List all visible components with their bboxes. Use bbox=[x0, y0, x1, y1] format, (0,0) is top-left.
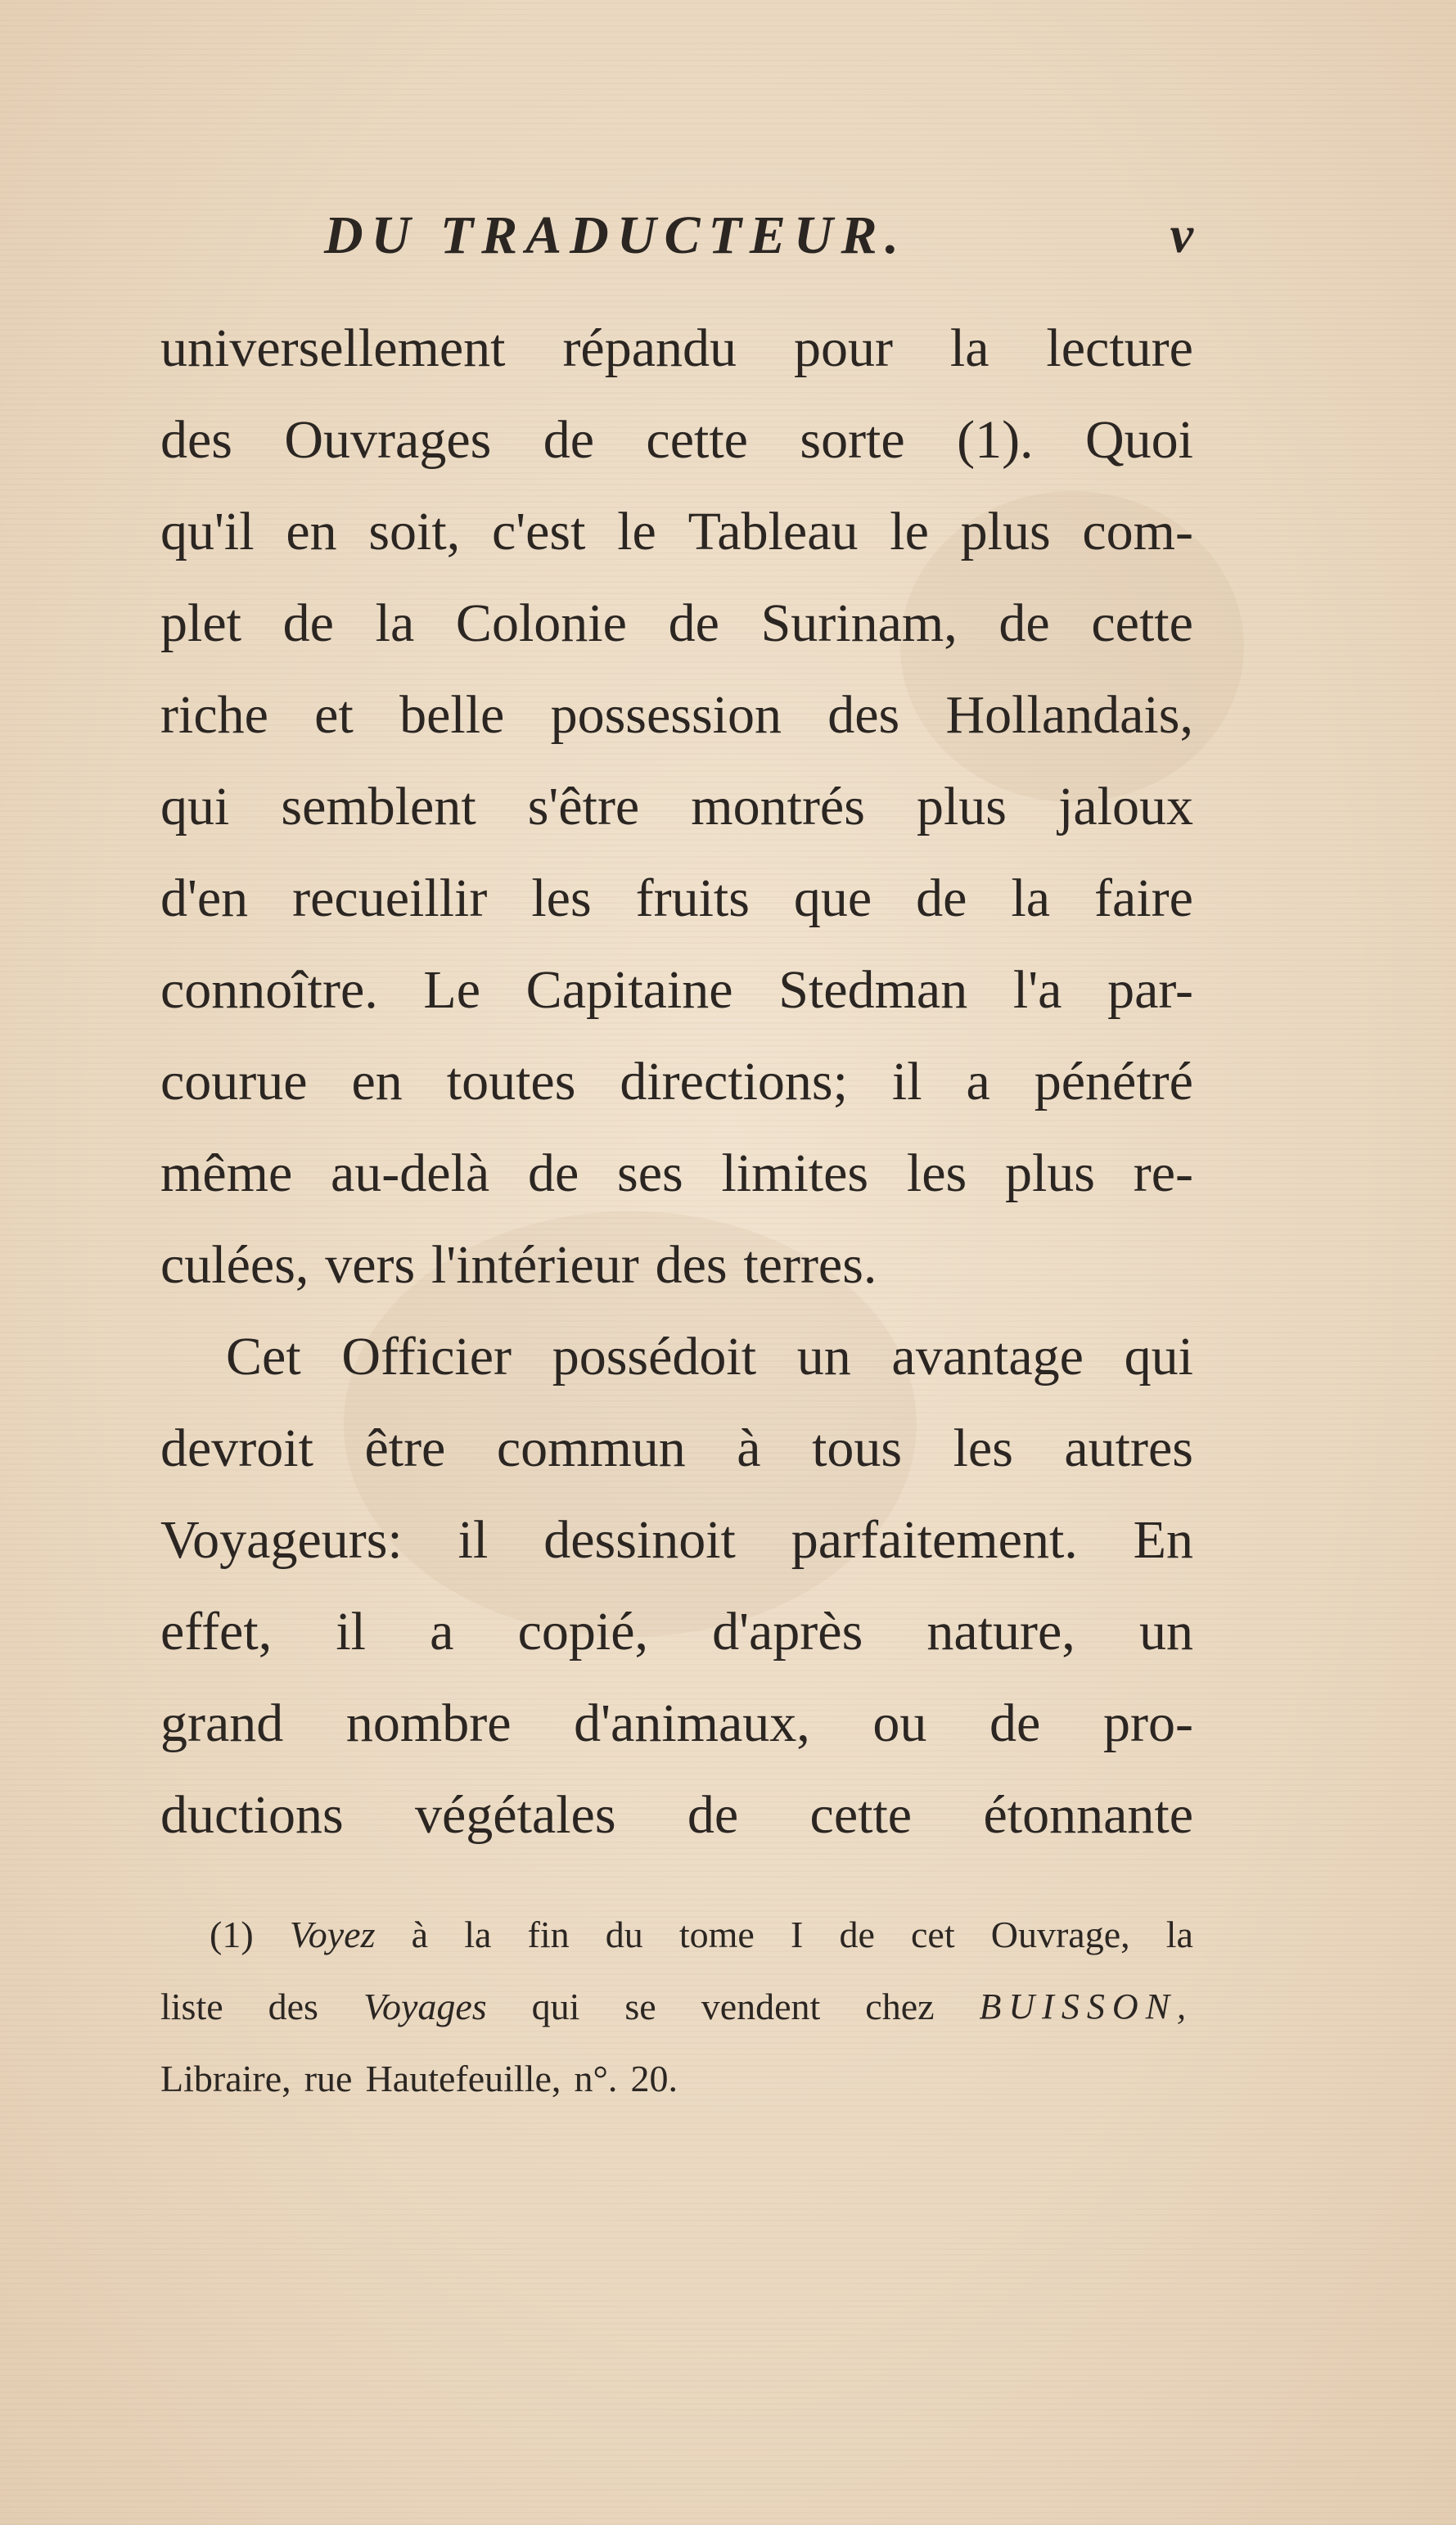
word: de bbox=[668, 593, 719, 653]
word: Cet bbox=[226, 1327, 301, 1386]
footnote-word: fin bbox=[527, 1914, 570, 1955]
page-header bbox=[160, 205, 1193, 295]
word: avantage bbox=[891, 1327, 1084, 1386]
word: l'intérieur bbox=[430, 1235, 639, 1295]
footnote-word: n°. bbox=[574, 2058, 618, 2099]
text-line bbox=[160, 1678, 1193, 1770]
word: montrés bbox=[691, 777, 865, 836]
footnote-word: vendent bbox=[701, 1986, 821, 2027]
word: s'être bbox=[527, 777, 640, 836]
word: c'est bbox=[491, 502, 586, 561]
footnote-word: chez bbox=[865, 1986, 935, 2027]
word: Colonie bbox=[455, 593, 627, 653]
word: même bbox=[160, 1143, 293, 1203]
word: un bbox=[796, 1327, 851, 1386]
word: de bbox=[916, 868, 967, 928]
word: par- bbox=[1107, 960, 1193, 1020]
word: Ouvrages bbox=[284, 410, 492, 470]
text-line bbox=[160, 303, 1193, 395]
word: vers bbox=[325, 1235, 416, 1295]
word: jaloux bbox=[1058, 777, 1193, 836]
word: universellement bbox=[160, 318, 506, 378]
word: nature, bbox=[926, 1602, 1075, 1662]
word: fruits bbox=[635, 868, 750, 928]
word: soit, bbox=[368, 502, 461, 561]
word: des bbox=[827, 685, 900, 745]
word: En bbox=[1133, 1510, 1193, 1570]
word: il bbox=[891, 1052, 922, 1111]
text-line bbox=[160, 1036, 1193, 1128]
text-line bbox=[160, 1128, 1193, 1220]
footnote-word: du bbox=[605, 1914, 643, 1955]
word: en bbox=[351, 1052, 403, 1111]
footnote-word: Hautefeuille, bbox=[365, 2058, 561, 2099]
text-line bbox=[160, 1311, 1193, 1403]
word: plus bbox=[916, 777, 1007, 836]
footnote-word: qui bbox=[531, 1986, 580, 2027]
word: la bbox=[949, 318, 989, 378]
footnote-word: des bbox=[268, 1986, 318, 2027]
word: Voyageurs: bbox=[160, 1510, 403, 1570]
word: parfaitement. bbox=[791, 1510, 1078, 1570]
footnote-word: tome bbox=[678, 1914, 755, 1955]
word: ses bbox=[617, 1143, 683, 1203]
text-line bbox=[160, 486, 1193, 578]
footnote-marker: (1) bbox=[210, 1914, 254, 1955]
word: de bbox=[527, 1143, 579, 1203]
word: en bbox=[286, 502, 337, 561]
word: cette bbox=[646, 410, 748, 470]
word: végétales bbox=[415, 1785, 616, 1845]
footnote-line bbox=[160, 2043, 1193, 2115]
word: re- bbox=[1133, 1143, 1193, 1203]
footnote-word: la bbox=[1165, 1914, 1193, 1955]
word: et bbox=[314, 685, 354, 745]
footnote-word: Libraire, bbox=[160, 2058, 291, 2099]
word: terres. bbox=[743, 1235, 877, 1295]
word: limites bbox=[721, 1143, 869, 1203]
word: copié, bbox=[517, 1602, 648, 1662]
footnote-word: cet bbox=[910, 1914, 955, 1955]
text-line bbox=[160, 578, 1193, 670]
footnote-italic-word: Voyages bbox=[363, 1986, 487, 2027]
word: autres bbox=[1064, 1418, 1193, 1478]
footnote-line bbox=[160, 1899, 1193, 1971]
word: de bbox=[687, 1785, 739, 1845]
page-number: v bbox=[1170, 205, 1193, 264]
word: la bbox=[375, 593, 415, 653]
word: sorte bbox=[800, 410, 905, 470]
text-line bbox=[160, 1495, 1193, 1586]
word: commun bbox=[496, 1418, 686, 1478]
word: que bbox=[793, 868, 872, 928]
word: cette bbox=[1091, 593, 1193, 653]
word: recueillir bbox=[292, 868, 488, 928]
word: à bbox=[737, 1418, 761, 1478]
word: directions; bbox=[620, 1052, 848, 1111]
text-line bbox=[160, 670, 1193, 761]
word: plus bbox=[960, 502, 1051, 561]
word: ductions bbox=[160, 1785, 344, 1845]
word: belle bbox=[399, 685, 505, 745]
word: Capitaine bbox=[525, 960, 733, 1020]
word: faire bbox=[1094, 868, 1193, 928]
word: pro- bbox=[1102, 1693, 1193, 1753]
word: Le bbox=[423, 960, 481, 1020]
word: les bbox=[953, 1418, 1013, 1478]
footnote-word: se bbox=[624, 1986, 656, 2027]
word: l'a bbox=[1012, 960, 1062, 1020]
word: nombre bbox=[345, 1693, 512, 1753]
word: d'en bbox=[160, 868, 249, 928]
word: des bbox=[655, 1235, 728, 1295]
word: répandu bbox=[562, 318, 737, 378]
word: connoître. bbox=[160, 960, 378, 1020]
word: devroit bbox=[160, 1418, 313, 1478]
running-title: DU TRADUCTEUR. bbox=[324, 205, 908, 265]
footnote-word: rue bbox=[304, 2058, 353, 2099]
footnote-italic-word: Voyez bbox=[289, 1914, 376, 1955]
text-line bbox=[160, 761, 1193, 853]
word: pour bbox=[793, 318, 893, 378]
word: au-delà bbox=[331, 1143, 490, 1203]
word: culées, bbox=[160, 1235, 309, 1295]
word: plet bbox=[160, 593, 241, 653]
word: semblent bbox=[281, 777, 476, 836]
body-text bbox=[160, 303, 1193, 1861]
word: il bbox=[336, 1602, 367, 1662]
word: plus bbox=[1004, 1143, 1095, 1203]
footnote-publisher-name: BUISSON, bbox=[979, 1986, 1193, 2027]
word: un bbox=[1138, 1602, 1193, 1662]
word: com- bbox=[1082, 502, 1193, 561]
word: étonnante bbox=[983, 1785, 1193, 1845]
text-line bbox=[160, 853, 1193, 945]
word: il bbox=[458, 1510, 489, 1570]
word: le bbox=[617, 502, 656, 561]
word: possédoit bbox=[552, 1327, 757, 1386]
word: cette bbox=[809, 1785, 913, 1845]
word: de bbox=[543, 410, 595, 470]
word: Quoi bbox=[1084, 410, 1193, 470]
word: être bbox=[364, 1418, 446, 1478]
word: grand bbox=[160, 1693, 284, 1753]
word: tous bbox=[812, 1418, 903, 1478]
footnote-line bbox=[160, 1971, 1193, 2043]
text-line bbox=[160, 395, 1193, 486]
word: a bbox=[430, 1602, 454, 1662]
word: le bbox=[890, 502, 929, 561]
footnote-word: liste bbox=[160, 1986, 223, 2027]
footnote-word: à bbox=[411, 1914, 429, 1955]
word: effet, bbox=[160, 1602, 273, 1662]
footnote-word: 20. bbox=[630, 2058, 678, 2099]
word: Hollandais, bbox=[945, 685, 1193, 745]
word: dessinoit bbox=[543, 1510, 736, 1570]
text-line bbox=[160, 1586, 1193, 1678]
word: les bbox=[906, 1143, 967, 1203]
word: pénétré bbox=[1034, 1052, 1193, 1111]
footnote-word: la bbox=[464, 1914, 492, 1955]
footnote-word: I bbox=[790, 1914, 804, 1955]
word: Tableau bbox=[687, 502, 859, 561]
word: qui bbox=[1124, 1327, 1193, 1386]
word: Surinam, bbox=[760, 593, 958, 653]
text-line bbox=[160, 945, 1193, 1036]
word: la bbox=[1011, 868, 1051, 928]
footnote-word: Ouvrage, bbox=[990, 1914, 1130, 1955]
footnote-word: de bbox=[839, 1914, 875, 1955]
word: qui bbox=[160, 777, 230, 836]
word: Stedman bbox=[778, 960, 968, 1020]
word: des bbox=[160, 410, 232, 470]
word: de bbox=[989, 1693, 1041, 1753]
word: riche bbox=[160, 685, 268, 745]
word: possession bbox=[550, 685, 782, 745]
word: Officier bbox=[341, 1327, 512, 1386]
word: courue bbox=[160, 1052, 308, 1111]
word: toutes bbox=[446, 1052, 576, 1111]
word: d'après bbox=[712, 1602, 863, 1662]
word: les bbox=[531, 868, 592, 928]
text-line bbox=[160, 1220, 1193, 1311]
word: de bbox=[282, 593, 334, 653]
word: ou bbox=[872, 1693, 927, 1753]
word: lecture bbox=[1046, 318, 1193, 378]
text-line bbox=[160, 1770, 1193, 1861]
text-line bbox=[160, 1403, 1193, 1495]
word: d'animaux, bbox=[574, 1693, 810, 1753]
word: qu'il bbox=[160, 502, 255, 561]
word: de bbox=[998, 593, 1050, 653]
word: a bbox=[966, 1052, 990, 1111]
word: (1). bbox=[957, 410, 1034, 470]
footnote bbox=[160, 1899, 1193, 2115]
